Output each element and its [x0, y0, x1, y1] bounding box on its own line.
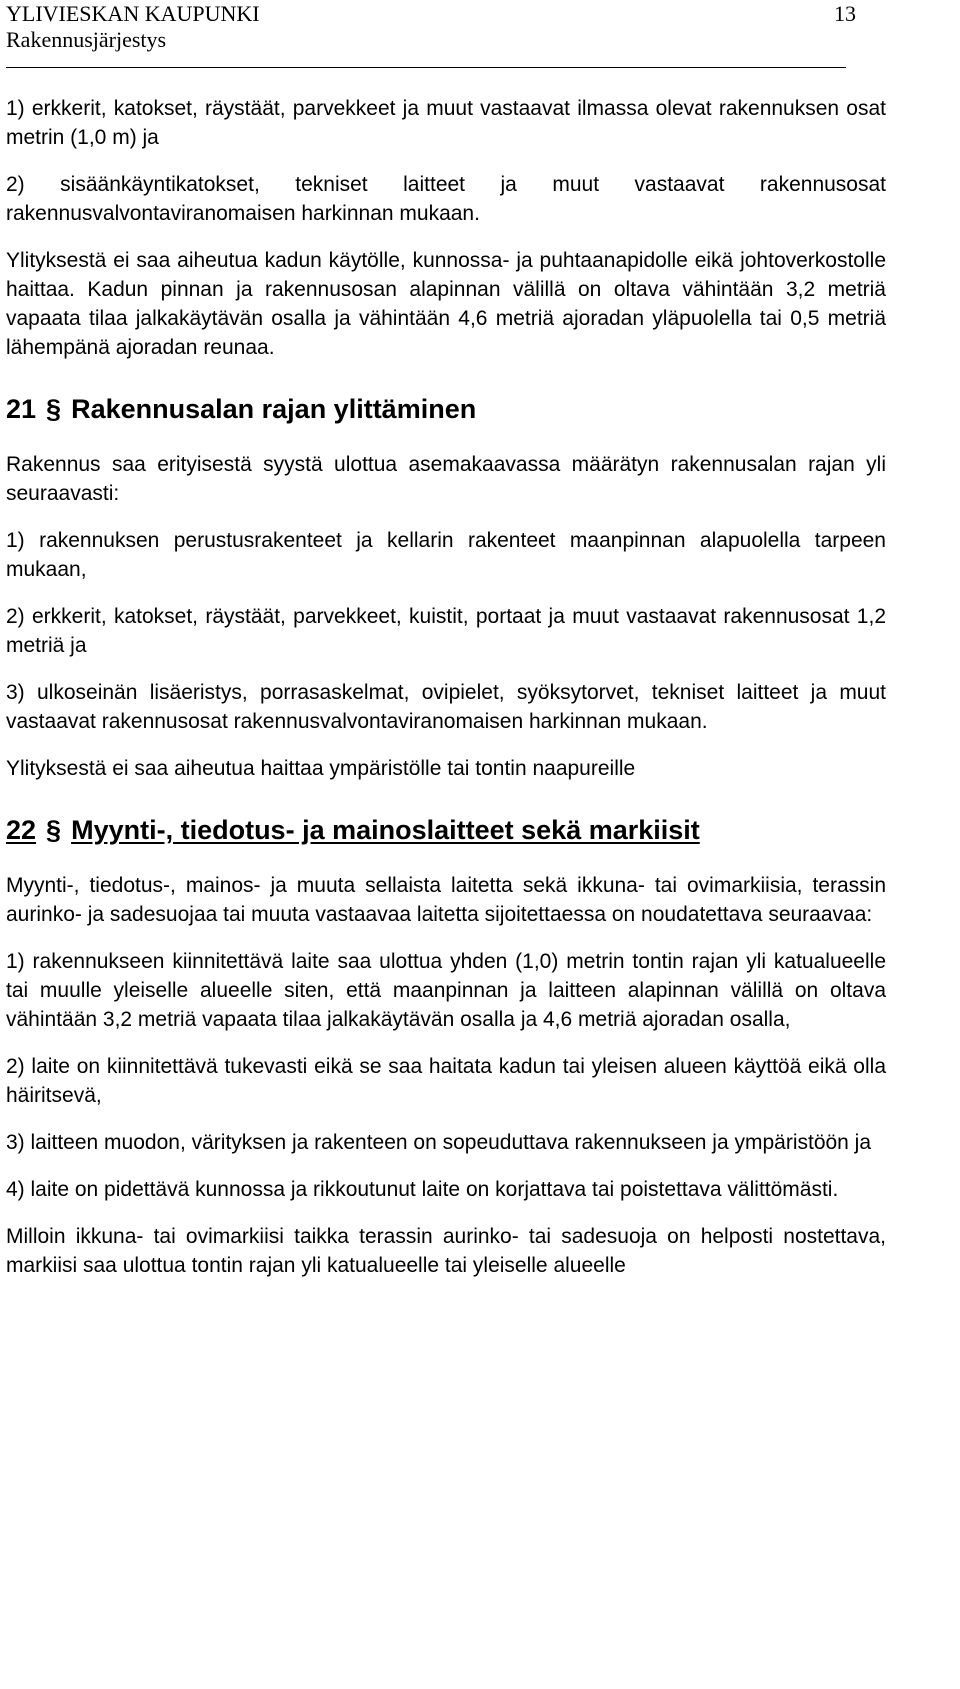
paragraph: Myynti-, tiedotus-, mainos- ja muuta sellaista laitetta sekä ikkuna- tai ovimarkiisia, terassin aurinko- ja sadesuojaa tai muuta vastaavaa laitetta sijoitettaessa on noudatettava seuraavaa:: [6, 874, 886, 926]
paragraph: Ylityksestä ei saa aiheutua kadun käytölle, kunnossa- ja puhtaanapidolle eikä johtoverkostolle haittaa. Kadun pinnan ja rakennusosan alapinnan välillä on oltava vähintään 3,2 metriä vapaata tilaa jalkakäytävän osalla ja vähintään 4,6 metriä ajoradan yläpuolella tai 0,5 metriä lähempänä ajoradan reunaa.: [6, 249, 886, 359]
paragraph: Milloin ikkuna- tai ovimarkiisi taikka terassin aurinko- tai sadesuoja on helposti nostettava, markiisi saa ulottua tontin rajan yli katualueelle tai yleiselle alueelle: [6, 1225, 886, 1277]
header-organization: YLIVIESKAN KAUPUNKI: [6, 1, 260, 26]
header-rule: [6, 67, 846, 68]
paragraph: 2) sisäänkäyntikatokset, tekniset laitteet ja muut vastaavat rakennusosat rakennusvalvontaviranomaisen harkinnan mukaan.: [6, 173, 886, 225]
paragraph: 3) laitteen muodon, värityksen ja rakenteen on sopeuduttava rakennukseen ja ympäristöön ja: [6, 1131, 872, 1154]
paragraph: 3) ulkoseinän lisäeristys, porrasaskelmat, ovipielet, syöksytorvet, tekniset laitteet ja muut vastaavat rakennusosat rakennusvalvontaviranomaisen harkinnan mukaan.: [6, 681, 886, 733]
section-22-heading: [6, 813, 886, 847]
paragraph: 4) laite on pidettävä kunnossa ja rikkoutunut laite on korjattava tai poistettava välittömästi.: [6, 1178, 839, 1201]
section-title: Myynti-, tiedotus- ja mainoslaitteet sekä markiisit: [71, 815, 700, 845]
paragraph: 1) erkkerit, katokset, räystäät, parvekkeet ja muut vastaavat ilmassa olevat rakennuksen osat metrin (1,0 m) ja: [6, 97, 886, 149]
section-number: 21: [6, 394, 37, 424]
header-document-title: Rakennusjärjestys: [6, 27, 167, 52]
paragraph: Ylityksestä ei saa aiheutua haittaa ympäristölle tai tontin naapureille: [6, 757, 636, 780]
paragraph: 1) rakennuksen perustusrakenteet ja kellarin rakenteet maanpinnan alapuolella tarpeen mukaan,: [6, 529, 886, 581]
section-number: 22: [6, 815, 37, 845]
paragraph: Rakennus saa erityisestä syystä ulottua asemakaavassa määrätyn rakennusalan rajan yli seuraavasti:: [6, 453, 886, 505]
section-symbol: §: [46, 815, 62, 845]
paragraph: 2) laite on kiinnitettävä tukevasti eikä se saa haitata kadun tai yleisen alueen käyttöä eikä olla häiritsevä,: [6, 1055, 886, 1107]
paragraph: 2) erkkerit, katokset, räystäät, parvekkeet, kuistit, portaat ja muut vastaavat rakennusosat 1,2 metriä ja: [6, 605, 886, 657]
document-body: [6, 94, 886, 1280]
paragraph: 1) rakennukseen kiinnitettävä laite saa ulottua yhden (1,0) metrin tontin rajan yli katualueelle tai muulle yleiselle alueelle siten, että maanpinnan ja laitteen alapinnan välillä on oltava vähintään 3,2 metriä vapaata tilaa jalkakäytävän osalla ja 4,6 metriä ajoradan osalla,: [6, 950, 886, 1031]
section-21-heading: [6, 392, 886, 426]
section-symbol: §: [46, 394, 62, 424]
page-number: 13: [834, 1, 856, 26]
section-title: Rakennusalan rajan ylittäminen: [71, 394, 477, 424]
